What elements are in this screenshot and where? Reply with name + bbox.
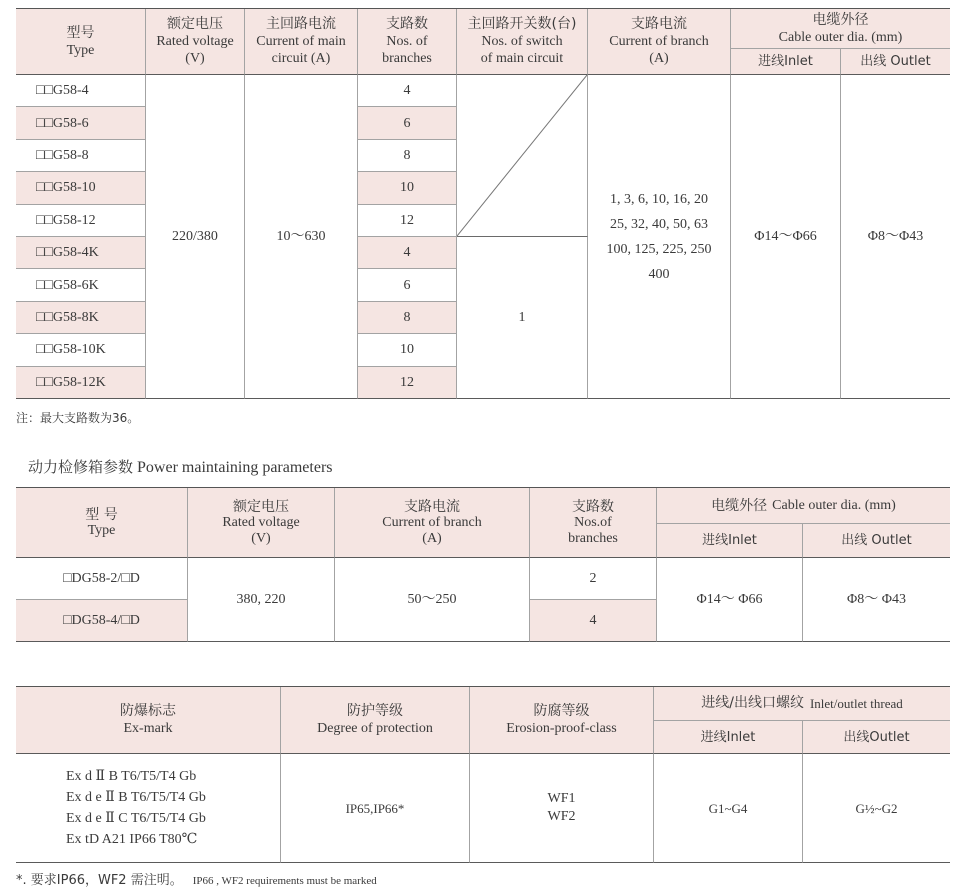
branch-count-cell: 8 [358, 302, 457, 334]
branch-count-cell: 10 [358, 172, 457, 204]
header-branches-en-1: Nos. of [386, 34, 428, 49]
thread-inlet-cell: G1~G4 [654, 754, 803, 863]
switch-count-empty-cell [457, 75, 588, 237]
ex-mark-line: Ex d Ⅱ B T6/T5/T4 Gb [66, 769, 197, 784]
branch-count-cell: 4 [530, 600, 657, 642]
protection-cell: IP65,IP66* [281, 754, 470, 863]
section-title [28, 458, 333, 477]
ex-mark-cell [16, 754, 281, 863]
cable-inlet-cell: Φ14～Φ66 [731, 75, 841, 399]
branch-count-cell: 8 [358, 140, 457, 172]
header-branches-zh: 支路数 [572, 498, 614, 515]
header-voltage-zh: 额定电压 [167, 16, 223, 32]
branch-count-cell: 4 [358, 75, 457, 107]
table-row-type: □□G58-8K [16, 302, 146, 334]
main-current-cell: 10～630 [245, 75, 358, 399]
header-cable-en: Cable outer dia. (mm) [772, 497, 896, 513]
header-type-en: Type [87, 522, 116, 538]
header-erosion [470, 687, 654, 754]
header-cable-inlet: 进线Inlet [657, 524, 803, 558]
header-branch-current-unit: (A) [649, 51, 669, 66]
header-erosion-en: Erosion-proof-class [506, 721, 617, 736]
header-ex-zh: 防爆标志 [120, 703, 176, 719]
header-branch-current [588, 9, 731, 75]
branch-current-line: 100, 125, 225, 250 [606, 241, 712, 257]
branch-count-cell: 6 [358, 107, 457, 139]
header-type-zh: 型号 [66, 24, 95, 41]
header-rated-voltage [146, 9, 245, 75]
branch-count-cell: 10 [358, 334, 457, 366]
ex-mark-table [16, 686, 950, 863]
header-switch-zh: 主回路开关数(台) [467, 16, 577, 32]
cable-outlet-cell: Φ8～Φ43 [841, 75, 950, 399]
header-cable-zh: 电缆外径 [812, 11, 869, 28]
header-branch-current-zh: 支路电流 [404, 498, 460, 515]
header-cable-zh: 电缆外径 [711, 497, 768, 514]
table-row-type: □□G58-4K [16, 237, 146, 269]
rated-voltage-cell: 220/380 [146, 75, 245, 399]
header-cable-outlet: 出线 Outlet [803, 524, 950, 558]
header-cable-outlet: 出线 Outlet [841, 49, 950, 75]
header-type [16, 9, 146, 75]
branch-count-cell: 12 [358, 205, 457, 237]
header-branches-en-2: branches [382, 51, 432, 66]
header-cable-en: Cable outer dia. (mm) [778, 29, 903, 45]
power-maintaining-table [16, 487, 950, 642]
header-thread-inlet: 进线Inlet [654, 721, 803, 754]
branch-current-cell [588, 75, 731, 399]
header-branch-current-zh: 支路电流 [631, 16, 687, 32]
header-rated-voltage [188, 488, 335, 558]
rated-voltage-cell: 380, 220 [188, 558, 335, 642]
header-erosion-zh: 防腐等级 [533, 703, 590, 719]
diagonal-slash [457, 75, 588, 237]
header-type-zh: 型 号 [85, 506, 118, 523]
header-voltage-unit: (V) [185, 51, 205, 66]
header-cable-inlet: 进线Inlet [731, 49, 841, 75]
header-cable-dia [731, 9, 950, 49]
branch-current-line: 400 [648, 266, 670, 282]
branch-current-line: 1, 3, 6, 10, 16, 20 [610, 191, 708, 207]
header-branch-current-unit: (A) [422, 530, 442, 546]
footnote-max-branches: 注：最大支路数为36。 [16, 411, 140, 425]
footnote-en: IP66 , WF2 requirements must be marked [192, 875, 377, 887]
header-main-current-en-2: circuit (A) [271, 51, 331, 66]
header-type [16, 488, 188, 558]
header-main-current-en-1: Current of main [256, 34, 346, 49]
header-protection-zh: 防护等级 [347, 703, 403, 719]
table-row-type: □□G58-4 [16, 75, 146, 107]
header-branch-current [335, 488, 530, 558]
header-switch-en-1: Nos. of switch [481, 34, 563, 49]
header-branches-en-1: Nos.of [574, 514, 612, 530]
header-cable-dia [657, 488, 950, 524]
header-voltage-en: Rated voltage [222, 514, 300, 530]
table-row-type: □□G58-6K [16, 269, 146, 301]
header-thread-zh: 进线/出线口螺纹 [701, 695, 804, 711]
ex-mark-line: Ex tD A21 IP66 T80℃ [66, 832, 198, 847]
header-protection [281, 687, 470, 754]
table-row-type: □□G58-10 [16, 172, 146, 204]
table-row-type: □□G58-10K [16, 334, 146, 366]
header-switch-en-2: of main circuit [480, 51, 564, 66]
ex-mark-line: Ex d e Ⅱ B T6/T5/T4 Gb [66, 790, 206, 805]
branch-count-cell: 2 [530, 558, 657, 600]
footnote-zh: *. 要求IP66，WF2 需注明。 [16, 873, 183, 888]
erosion-cell [470, 754, 654, 863]
header-branch-current-en: Current of branch [382, 514, 482, 530]
header-branches [530, 488, 657, 558]
header-protection-en: Degree of protection [317, 721, 433, 736]
section-title-zh: 动力检修箱参数 [28, 458, 134, 476]
erosion-class: WF1 [547, 791, 576, 806]
table-row-type: □DG58-2/□D [16, 558, 188, 600]
table-row-type: □□G58-12K [16, 367, 146, 399]
header-ex-en: Ex-mark [123, 721, 173, 736]
branch-count-cell: 6 [358, 269, 457, 301]
header-thread [654, 687, 950, 721]
switch-count-cell: 1 [457, 237, 588, 399]
header-thread-outlet: 出线Outlet [803, 721, 950, 754]
erosion-class: WF2 [547, 809, 576, 824]
cable-inlet-cell: Φ14～ Φ66 [657, 558, 803, 642]
header-branch-current-en: Current of branch [609, 34, 709, 49]
header-switch-count [457, 9, 588, 75]
main-parameters-table [16, 8, 950, 399]
header-branches-zh: 支路数 [386, 16, 428, 32]
branch-current-cell: 50～250 [335, 558, 530, 642]
header-voltage-en: Rated voltage [156, 34, 234, 49]
branch-count-cell: 12 [358, 367, 457, 399]
branch-current-line: 25, 32, 40, 50, 63 [610, 216, 708, 232]
table-row-type: □DG58-4/□D [16, 600, 188, 642]
header-branches [358, 9, 457, 75]
header-branches-en-2: branches [568, 530, 618, 546]
header-main-current-zh: 主回路电流 [266, 16, 336, 32]
header-ex-mark [16, 687, 281, 754]
header-thread-en: Inlet/outlet thread [809, 696, 903, 711]
thread-outlet-cell: G½~G2 [803, 754, 950, 863]
header-main-current [245, 9, 358, 75]
branch-count-cell: 4 [358, 237, 457, 269]
table-row-type: □□G58-12 [16, 205, 146, 237]
footnote-marking [16, 871, 377, 890]
header-voltage-unit: (V) [251, 530, 271, 546]
section-title-en: Power maintaining parameters [137, 459, 333, 476]
cable-outlet-cell: Φ8～ Φ43 [803, 558, 950, 642]
ex-mark-line: Ex d e Ⅱ C T6/T5/T4 Gb [66, 811, 206, 826]
table-row-type: □□G58-8 [16, 140, 146, 172]
table-row-type: □□G58-6 [16, 107, 146, 139]
header-voltage-zh: 额定电压 [233, 498, 289, 515]
header-type-en: Type [66, 42, 95, 58]
